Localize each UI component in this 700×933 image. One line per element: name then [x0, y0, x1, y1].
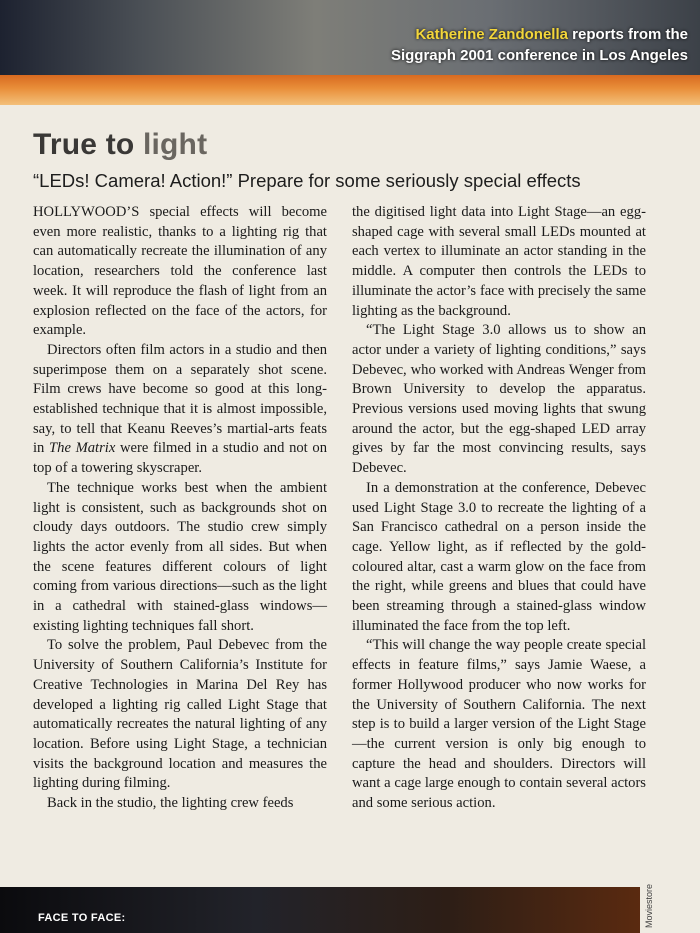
kicker-line-1-rest: reports from the	[567, 26, 688, 43]
kicker-line-1	[391, 24, 688, 45]
paragraph: HOLLYWOOD’S special effects will become even more realistic, thanks to a lighting rig that can automatically recreate the illumination of any location, researchers told the conference last week. It will reproduce the flash of light from an explosion reflected on the face of the actors, for example.	[33, 204, 327, 339]
footer-photo-band	[0, 887, 640, 933]
paragraph: In a demonstration at the conference, Debevec used Light Stage 3.0 to recreate the lighting of a San Francisco cathedral on a person inside the cage. Yellow light, as if reflected by the gold-coloured altar, cast a warm glow on the face from the right, while greens and blues that could have been streaming through a stained-glass window illuminated the face from the top left.	[352, 479, 646, 634]
article-title-part-1: True to	[33, 128, 143, 161]
paragraph: the digitised light data into Light Stage—an egg-shaped cage with several small LEDs mounted at each vertex to illuminate an actor standing in the middle. A computer then controls the LEDs to illuminate the actor’s face with precisely the same lighting as the background.	[352, 204, 646, 319]
article-title	[33, 128, 207, 162]
paragraph: The technique works best when the ambient light is consistent, such as backgrounds shot on cloudy days outdoors. The studio crew simply lights the actor evenly from all sides. But when the scene features different colours of light coming from various directions—such as the light in a cathedral with stained-glass windows—existing lighting techniques fall short.	[33, 479, 327, 634]
paragraph: Directors often film actors in a studio and then superimpose them on a separately shot scene. Film crews have become so good at this long-established technique that it is almost impossible, say, to tell that Keanu Reeves’s martial-arts feats in The Matrix were filmed in a studio and not on top of a towering skyscraper.	[33, 341, 327, 477]
paragraph: To solve the problem, Paul Debevec from the University of Southern California’s Institute for Creative Technologies in Marina Del Rey has developed a lighting rig called Light Stage that automatically recreates the natural lighting of any location. Before using Light Stage, a technician visits the background location and measures the lighting during filming.	[33, 637, 327, 792]
article-column-left	[33, 203, 327, 814]
header-kicker	[391, 24, 688, 66]
paragraph: “This will change the way people create special effects in feature films,” says Jamie Waese, a former Hollywood producer who now works for the University of Southern California. The next step is to build a larger version of the Light Stage—the current version is only big enough to capture the head and shoulders. Directors will want a cage large enough to contain several actors and some serious action.	[352, 637, 646, 812]
article-standfirst: “LEDs! Camera! Action!” Prepare for some seriously special effects	[33, 170, 581, 191]
orange-accent-bar	[0, 75, 700, 105]
kicker-author: Katherine Zandonella	[415, 26, 568, 43]
paragraph: “The Light Stage 3.0 allows us to show an actor under a variety of lighting conditions,” says Debevec, who worked with Andreas Wenger from Brown University to develop the apparatus. Previous versions used moving lights that swung around the actor, but the egg-shaped LED array gives by far the most convincing results, says Debevec.	[352, 322, 646, 477]
article-column-right	[352, 203, 646, 814]
paragraph: Back in the studio, the lighting crew feeds	[47, 795, 294, 812]
film-title: The Matrix	[49, 440, 116, 457]
photo-caption: FACE TO FACE:	[38, 912, 126, 924]
article-title-part-2: light	[142, 128, 208, 161]
kicker-line-2: Siggraph 2001 conference in Los Angeles	[390, 47, 688, 64]
photo-credit: Moviestore	[644, 883, 654, 928]
